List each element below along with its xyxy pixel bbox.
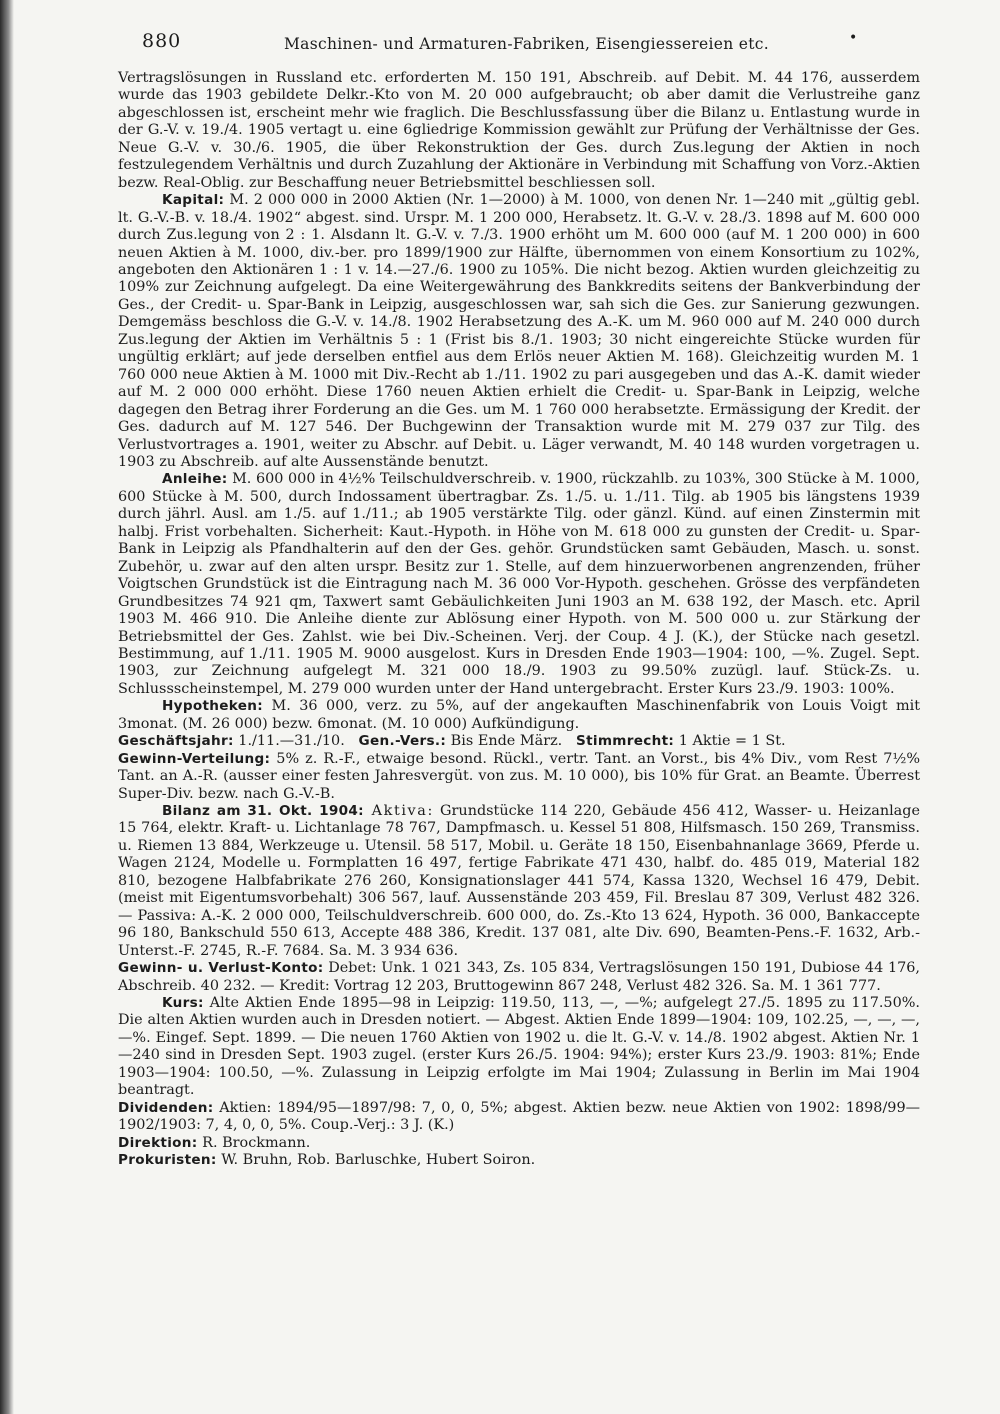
section-label-bilanz: Bilanz am 31. Okt. 1904: [162,803,364,820]
paragraph-gewinn-verlust-konto: Gewinn- u. Verlust-Konto: Debet: Unk. 1 021 343, Zs. 105 834, Vertragslösungen 150 191, Dubiose 44 176, Abschreib. 40 232. — Kredit: Vortrag 12 203, Bruttogewinn 867 248, Verlust 482 326. Sa. M. 1 361 777. [118,960,920,994]
section-label-kapital: Kapital: [162,192,225,209]
section-label-dividenden: Dividenden: [118,1099,214,1116]
section-label-direktion: Direktion: [118,1134,198,1151]
page-header [142,30,922,60]
page-number: 880 [142,30,182,52]
running-title: Maschinen- und Armaturen-Fabriken, Eisengiessereien etc. [284,35,769,53]
paragraph-prokuristen: Prokuristen: W. Bruhn, Rob. Barluschke, Hubert Soiron. [118,1152,536,1169]
paragraph-dividenden: Dividenden: Aktien: 1894/95—1897/98: 7, 0, 0, 5%; abgest. Aktien bezw. neue Aktien von 1902: 1898/99—1902/1903: 7, 4, 0, 0, 5%. Coup.-Verj.: 3 J. (K.) [118,1099,920,1134]
section-label-gewinn-verteilung: Gewinn-Verteilung: [118,750,271,767]
paragraph-hypotheken: Hypotheken: M. 36 000, verz. zu 5%, auf der angekauften Maschinenfabrik von Louis Voigt mit 3monat. (M. 26 000) bezw. 6monat. (M. 10 000) Aufkündigung. [118,698,920,732]
paragraph-intro: Vertragslösungen in Russland etc. erforderten M. 150 191, Abschreib. auf Debit. M. 44 176, ausserdem wurde das 1903 gebildete Delkr.-Kto von M. 20 000 aufgebraucht; ob aber damit die Verlustreihe ganz abgeschlossen ist, erscheint mehr wie fraglich. Die Beschlussfassung über die Bilanz u. Entlastung wurde in der G.-V. v. 19./4. 1905 vertagt u. eine 6gliedrige Kommission gewählt zur Prüfung der Verhältnisse der Ges. Neue G.-V. v. 30./6. 1905, die über Rekonstruktion der Ges. durch Zus.legung der Aktien in noch festzulegendem Verhältnis und durch Zuzahlung der Aktionäre in Verbindung mit Schaffung von Vorz.-Aktien bezw. Real-Oblig. zur Beschaffung neuer Betriebsmittel beschliessen soll. [118,70,920,191]
section-label-prokuristen: Prokuristen: [118,1152,217,1169]
header-mark: • [849,30,858,46]
document-body [118,70,920,1170]
paragraph-anleihe: Anleihe: M. 600 000 in 4½% Teilschuldverschreib. v. 1900, rückzahlb. zu 103%, 300 Stücke à M. 1000, 600 Stücke à M. 500, durch Indossament übertragbar. Zs. 1./5. u. 1./11. Tilg. ab 1905 bis längstens 1939 durch jährl. Ausl. am 1./5. auf 1./11.; ab 1905 verstärkte Tilg. oder gänzl. Künd. auf einen Zinstermin mit halbj. Frist vorbehalten. Sicherheit: Kaut.-Hypoth. in Höhe von M. 618 000 zu gunsten der Credit- u. Spar-Bank in Leipzig als Pfandhalterin auf den der Ges. gehör. Grundstücken samt Gebäuden, Masch. u. sonst. Zubehör, u. zwar auf den alten urspr. Besitz zur 1. Stelle, auf dem hinzuerworbenen angrenzenden, früher Voigtschen Grundstück ist die Eintragung nach M. 36 000 Vor-Hypoth. geschehen. Grösse des verpfändeten Grundbesitzes 74 921 qm, Taxwert samt Gebäulichkeiten Juni 1903 an M. 638 192, der Masch. etc. April 1903 M. 466 910. Die Anleihe diente zur Ablösung einer Hypoth. von M. 500 000 u. zur Stärkung der Betriebsmittel der Ges. Zahlst. wie bei Div.-Scheinen. Verj. der Coup. 4 J. (K.), der Stücke nach gesetzl. Bestimmung, auf 1./11. 1905 M. 9000 ausgelost. Kurs in Dresden Ende 1903—1904: 100, —%. Zugel. Sept. 1903, zur Zeichnung aufgelegt M. 321 000 18./9. 1903 zu 99.50% zuzügl. lauf. Stück-Zs. u. Schlussscheinstempel, M. 279 000 wurden unter der Hand untergebracht. Erster Kurs 23./9. 1903: 100%. [118,471,920,697]
section-label-hypotheken: Hypotheken: [162,698,264,715]
section-label-gewinn-verlust-konto: Gewinn- u. Verlust-Konto: [118,960,324,977]
section-label-geschaeftsjahr: Geschäftsjahr: [118,733,234,750]
section-label-kurs: Kurs: [162,995,204,1012]
paragraph-gewinn-verteilung: Gewinn-Verteilung: 5% z. R.-F., etwaige besond. Rückl., vertr. Tant. an Vorst., bis 4% Div., vom Rest 7½% Tant. an A.-R. (ausser einer festen Jahresvergüt. von zus. M. 10 000), bis 10% für Grat. an Beamte. Überrest Super-Div. bezw. nach G.-V.-B. [118,750,920,802]
paragraph-kurs: Kurs: Alte Aktien Ende 1895—98 in Leipzig: 119.50, 113, —, —%; aufgelegt 27./5. 1895 zu 117.50%. Die alten Aktien wurden auch in Dresden notiert. — Abgest. Aktien Ende 1899—1904: 109, 102.25, —, —, —, —%. Eingef. Sept. 1899. — Die neuen 1760 Aktien von 1902 u. die lt. G.-V. v. 14./8. 1902 abgest. Aktien Nr. 1—240 sind in Dresden Sept. 1903 zugel. (erster Kurs 26./5. 1904: 94%); erster Kurs 23./9. 1903: 81%; Ende 1903—1904: 100.50, —%. Zulassung in Leipzig erfolgte im Mai 1904; Zulassung in Berlin im Mai 1904 beantragt. [118,995,920,1099]
paragraph-bilanz: Bilanz am 31. Okt. 1904: Aktiva: Grundstücke 114 220, Gebäude 456 412, Wasser- u. Heizanlage 15 764, elektr. Kraft- u. Lichtanlage 78 767, Dampfmasch. u. Kessel 51 808, Hilfsmasch. 150 269, Transmiss. u. Riemen 13 884, Werkzeuge u. Utensil. 58 517, Mobil. u. Geräte 18 150, Eisenbahnanlage 3669, Pferde u. Wagen 2124, Modelle u. Formplatten 16 497, fertige Fabrikate 471 430, halbf. do. 485 019, Material 182 810, bezogene Halbfabrikate 276 260, Konsignationslager 441 574, Kassa 1320, Wechsel 16 479, Debit. (meist mit Eigentumsvorbehalt) 306 567, lauf. Aussenstände 203 459, Fil. Breslau 87 309, Verlust 482 326. — Passiva: A.-K. 2 000 000, Teilschuldverschreib. 600 000, do. Zs.-Kto 13 624, Hypoth. 36 000, Bankaccepte 96 180, Bankschuld 550 613, Accepte 488 386, Kredit. 137 081, alte Div. 690, Beamten-Pens.-F. 1632, Arb.-Unterst.-F. 2745, R.-F. 7684. Sa. M. 3 934 636. [118,803,920,959]
bilanz-aktiva-label: Aktiva: [363,803,434,820]
paragraph-geschaeftsjahr: Geschäftsjahr: 1./11.—31./10. Gen.-Vers.: Bis Ende März. Stimmrecht: 1 Aktie = 1 St. [118,733,786,750]
section-label-gen-vers: Gen.-Vers.: [358,733,447,750]
section-label-stimmrecht: Stimmrecht: [575,733,675,750]
paragraph-kapital: Kapital: M. 2 000 000 in 2000 Aktien (Nr. 1—2000) à M. 1000, von denen Nr. 1—240 mit „gültig gebl. lt. G.-V.-B. v. 18./4. 1902“ abgest. sind. Urspr. M. 1 200 000, Herabsetz. lt. G.-V. v. 28./3. 1898 auf M. 600 000 durch Zus.legung von 2 : 1. Alsdann lt. G.-V. v. 7./3. 1900 erhöht um M. 600 000 (auf M. 1 200 000) in 600 neuen Aktien à M. 1000, div.-ber. pro 1899/1900 zur Hälfte, übernommen von einem Konsortium zu 102%, angeboten den Aktionären 1 : 1 v. 14.—27./6. 1900 zu 105%. Die nicht bezog. Aktien wurden gleichzeitig zu 109% zur Zeichnung aufgelegt. Da eine Weitergewährung des Bankkredits seitens der Bankverbindung der Ges., der Credit- u. Spar-Bank in Leipzig, ausgeschlossen war, sah sich die Ges. zur Sanierung gezwungen. Demgemäss beschloss die G.-V. v. 14./8. 1902 Herabsetzung des A.-K. um M. 960 000 auf M. 240 000 durch Zus.legung der Aktien im Verhältnis 5 : 1 (Frist bis 8./1. 1903; 30 nicht eingereichte Stücke wurden für ungültig erklärt; auf jede derselben entfiel aus dem Erlös neuer Aktien M. 168). Gleichzeitig wurden M. 1 760 000 neue Aktien à M. 1000 mit Div.-Recht ab 1./11. 1902 zu pari ausgegeben und das A.-K. damit wieder auf M. 2 000 000 erhöht. Diese 1760 neuen Aktien erhielt die Credit- u. Spar-Bank in Leipzig, welche dagegen den Betrag ihrer Forderung an die Ges. um M. 1 760 000 herabsetzte. Ermässigung der Kredit. der Ges. dadurch auf M. 127 546. Der Buchgewinn der Transaktion wurde mit M. 279 037 zur Tilg. des Verlustvortrages a. 1901, weiter zu Abschr. auf Debit. u. Läger verwandt, M. 40 148 wurden vorgetragen u. 1903 zu Abschreib. auf alte Aussenstände benutzt. [118,192,920,470]
section-label-anleihe: Anleihe: [162,471,228,488]
paragraph-direktion: Direktion: R. Brockmann. [118,1134,311,1151]
